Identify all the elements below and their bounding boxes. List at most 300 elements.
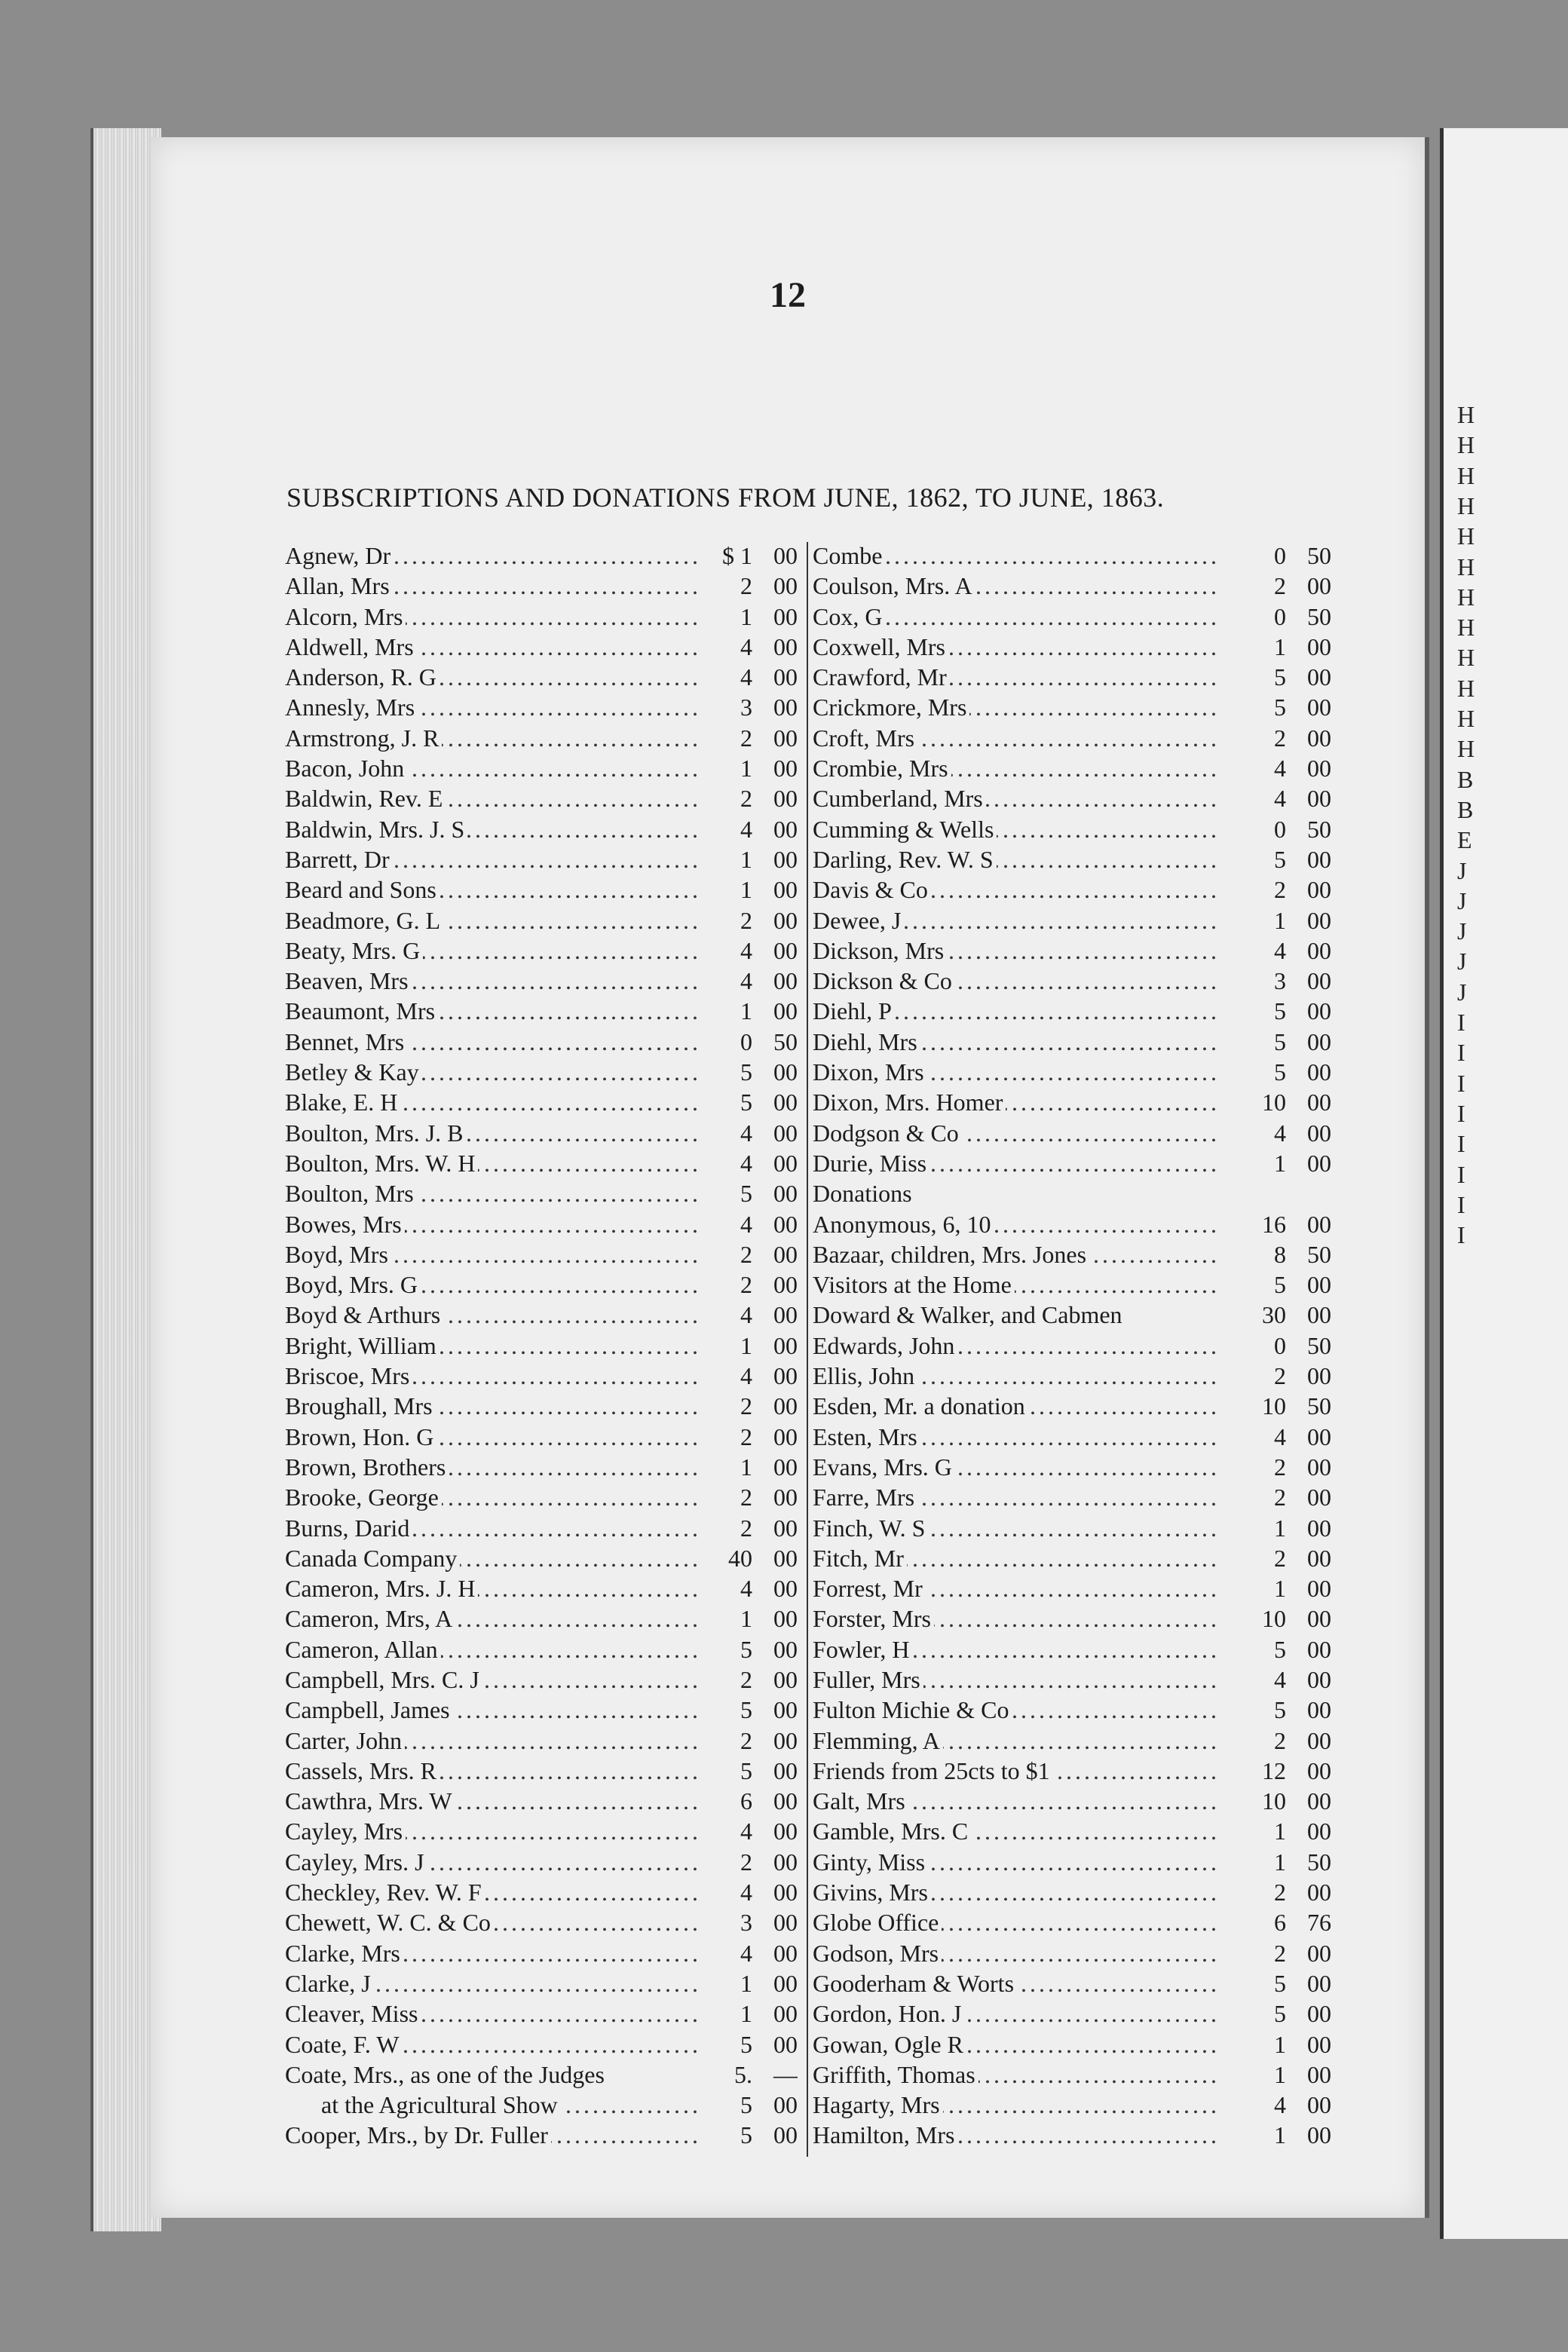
subscriber-name: Alcorn, Mrs ..... <box>285 603 700 631</box>
subscriber-name: Cooper, Mrs., by Dr. Fuller ..... <box>285 2121 700 2149</box>
subscription-entry <box>285 1727 798 1757</box>
subscriber-name: Aldwell, Mrs ..... <box>285 633 700 661</box>
amount-dollars: 2 <box>1274 1939 1286 1967</box>
amount-cents: 00 <box>773 1514 798 1542</box>
amount-dollars: 1 <box>1274 906 1286 934</box>
subscription-entry <box>813 816 1331 846</box>
amount-cents: 00 <box>1307 755 1331 782</box>
amount-dollars: 0 <box>1274 542 1286 569</box>
subscriber-name: Friends from 25cts to $1 ..... <box>813 1757 1221 1785</box>
subscriber-name: Doward & Walker, and Cabmen <box>813 1301 1221 1329</box>
subscription-entry <box>813 785 1331 815</box>
subscription-entry <box>813 633 1331 663</box>
subscription-entry <box>285 967 798 997</box>
amount-cents: 00 <box>1307 572 1331 600</box>
adjacent-page-letter: H <box>1457 583 1475 611</box>
subscriber-name: Esten, Mrs ..... <box>813 1423 1221 1451</box>
amount-dollars: 5 <box>740 2121 752 2149</box>
subscription-entry <box>813 846 1331 876</box>
amount-cents: 00 <box>1307 785 1331 813</box>
subscription-entry <box>285 1636 798 1666</box>
amount-cents: 00 <box>1307 1301 1331 1329</box>
subscriber-name: Boyd, Mrs. G ..... <box>285 1271 700 1299</box>
subscriber-name: Flemming, A ..... <box>813 1727 1221 1755</box>
subscription-entry <box>285 1241 798 1271</box>
amount-cents: 50 <box>1307 542 1331 569</box>
amount-dollars: 4 <box>740 1879 752 1906</box>
amount-dollars: 1 <box>740 1331 752 1359</box>
subscriber-name: Diehl, P ..... <box>813 997 1221 1025</box>
adjacent-page-letter: I <box>1457 1221 1465 1249</box>
amount-dollars: 10 <box>1262 1392 1286 1420</box>
amount-dollars: 5 <box>740 1635 752 1663</box>
amount-cents: 00 <box>1307 724 1331 752</box>
adjacent-page-letter: H <box>1457 674 1475 702</box>
amount-dollars: 1 <box>740 2000 752 2028</box>
subscription-entry <box>813 1392 1331 1423</box>
subscriber-name: Brown, Hon. G ..... <box>285 1423 700 1451</box>
amount-cents: 00 <box>1307 1423 1331 1450</box>
amount-dollars: 1 <box>1274 1149 1286 1177</box>
amount-cents: 00 <box>1307 1362 1331 1390</box>
subscriber-name: Bazaar, children, Mrs. Jones ..... <box>813 1241 1221 1269</box>
amount-dollars: 5 <box>740 1180 752 1208</box>
subscriber-name: Bacon, John ..... <box>285 755 700 782</box>
amount-cents: 00 <box>773 1058 798 1086</box>
amount-dollars: 2 <box>1274 1726 1286 1754</box>
amount-cents: 00 <box>1307 2060 1331 2088</box>
amount-dollars: 2 <box>740 1240 752 1268</box>
subscriber-name: Croft, Mrs ..... <box>813 724 1221 752</box>
amount-cents: 00 <box>1307 1756 1331 1784</box>
subscription-entry <box>285 937 798 967</box>
amount-cents: 00 <box>1307 1514 1331 1542</box>
subscription-entry <box>813 1696 1331 1726</box>
amount-dollars: 30 <box>1262 1301 1286 1329</box>
amount-cents: 00 <box>773 815 798 843</box>
subscriber-name: Donations <box>813 1180 1221 1208</box>
amount-dollars: 4 <box>1274 1119 1286 1147</box>
amount-cents: 00 <box>1307 845 1331 873</box>
subscriber-name: Cameron, Mrs, A ..... <box>285 1605 700 1633</box>
subscription-entry <box>813 1757 1331 1787</box>
subscription-entry <box>813 572 1331 602</box>
amount-dollars: 2 <box>1274 724 1286 752</box>
left-subscription-column <box>285 542 798 2152</box>
amount-dollars: 2 <box>740 1848 752 1876</box>
subscriber-name: Beaty, Mrs. G ..... <box>285 937 700 965</box>
amount-cents: 00 <box>773 1818 798 1845</box>
subscription-entry <box>813 1879 1331 1909</box>
amount-dollars: 2 <box>1274 1544 1286 1572</box>
amount-dollars: 0 <box>740 1027 752 1055</box>
amount-dollars: 2 <box>1274 1362 1286 1390</box>
subscription-entry <box>813 1058 1331 1089</box>
adjacent-page-letter: H <box>1457 644 1475 672</box>
amount-cents: 00 <box>1307 1210 1331 1238</box>
amount-dollars: 2 <box>740 1423 752 1450</box>
subscription-entry <box>285 1150 798 1180</box>
amount-cents: 00 <box>773 1149 798 1177</box>
subscription-entry <box>813 1909 1331 1939</box>
subscriber-name: Clarke, J ..... <box>285 1970 700 1998</box>
subscription-entry <box>285 1058 798 1089</box>
subscription-entry <box>285 755 798 785</box>
amount-dollars: 4 <box>740 663 752 691</box>
amount-dollars: 12 <box>1262 1756 1286 1784</box>
amount-dollars: 5 <box>740 1058 752 1086</box>
adjacent-page-fragment <box>1440 128 1568 2239</box>
amount-dollars: 1 <box>1274 632 1286 660</box>
subscriber-name: Anderson, R. G ..... <box>285 663 700 691</box>
amount-cents: 00 <box>773 2091 798 2119</box>
subscriber-name: Blake, E. H ..... <box>285 1089 700 1116</box>
subscription-entry <box>813 1089 1331 1119</box>
amount-dollars: 2 <box>740 1726 752 1754</box>
amount-cents: 50 <box>1307 602 1331 630</box>
adjacent-page-letter: B <box>1457 765 1474 793</box>
amount-dollars: 4 <box>740 1939 752 1967</box>
adjacent-page-letter: I <box>1457 1009 1465 1036</box>
amount-cents: 00 <box>773 755 798 782</box>
subscription-entry <box>285 1879 798 1909</box>
subscription-entry <box>285 542 798 572</box>
amount-cents: 00 <box>773 632 798 660</box>
subscription-entry <box>285 1605 798 1635</box>
amount-dollars: 5 <box>1274 694 1286 721</box>
amount-cents: 00 <box>1307 1119 1331 1147</box>
subscription-entry <box>285 1575 798 1605</box>
amount-cents: 00 <box>773 876 798 904</box>
subscription-entry <box>285 2091 798 2121</box>
amount-cents: 50 <box>1307 1240 1331 1268</box>
amount-dollars: 1 <box>740 997 752 1025</box>
amount-dollars: 10 <box>1262 1787 1286 1815</box>
amount-dollars: 4 <box>1274 1665 1286 1693</box>
amount-dollars: 4 <box>1274 2091 1286 2119</box>
subscriber-name: Chewett, W. C. & Co ..... <box>285 1909 700 1937</box>
amount-dollars: 4 <box>740 1119 752 1147</box>
subscription-entry <box>813 663 1331 694</box>
amount-cents: 00 <box>1307 632 1331 660</box>
amount-cents: 00 <box>773 967 798 995</box>
amount-dollars: 5 <box>1274 1027 1286 1055</box>
subscription-entry <box>813 1727 1331 1757</box>
subscription-entry <box>813 1970 1331 2000</box>
amount-cents: 00 <box>1307 2091 1331 2119</box>
amount-cents: — <box>773 2060 798 2088</box>
amount-cents: 00 <box>1307 1089 1331 1116</box>
adjacent-page-letter: H <box>1457 461 1475 489</box>
subscriber-name: Campbell, James ..... <box>285 1696 700 1724</box>
adjacent-page-letter: H <box>1457 705 1475 732</box>
amount-dollars: 4 <box>1274 755 1286 782</box>
amount-cents: 00 <box>1307 1726 1331 1754</box>
amount-dollars: 2 <box>740 785 752 813</box>
subscription-entry <box>285 1666 798 1696</box>
subscription-entry <box>285 785 798 815</box>
adjacent-page-letter: J <box>1457 978 1467 1006</box>
subscriber-name: Boulton, Mrs. J. B ..... <box>285 1119 700 1147</box>
amount-dollars: 3 <box>1274 967 1286 995</box>
amount-dollars: 2 <box>740 1514 752 1542</box>
amount-dollars: 3 <box>740 1909 752 1937</box>
subscription-entry <box>813 1423 1331 1453</box>
amount-cents: 00 <box>1307 1787 1331 1815</box>
subscriber-name: Griffith, Thomas ..... <box>813 2061 1221 2089</box>
subscription-entry <box>285 633 798 663</box>
amount-dollars: 6 <box>740 1787 752 1815</box>
amount-cents: 00 <box>773 1301 798 1329</box>
amount-cents: 00 <box>1307 2030 1331 2058</box>
subscription-entry <box>813 876 1331 906</box>
subscriber-name: Coxwell, Mrs ..... <box>813 633 1221 661</box>
amount-cents: 00 <box>1307 1605 1331 1633</box>
amount-cents: 00 <box>773 936 798 964</box>
amount-cents: 00 <box>1307 1544 1331 1572</box>
subscription-entry <box>285 907 798 937</box>
subscription-entry <box>813 1940 1331 1970</box>
subscriber-name: Dickson, Mrs ..... <box>813 937 1221 965</box>
subscription-entry <box>813 1575 1331 1605</box>
subscriber-name: Bowes, Mrs ..... <box>285 1211 700 1239</box>
subscription-entry <box>813 1636 1331 1666</box>
subscription-entry <box>285 1332 798 1362</box>
amount-cents: 00 <box>773 845 798 873</box>
subscriber-name: Dodgson & Co ..... <box>813 1119 1221 1147</box>
subscriber-name: Campbell, Mrs. C. J ..... <box>285 1666 700 1694</box>
amount-dollars: 1 <box>740 1453 752 1481</box>
subscriber-name: Fowler, H ..... <box>813 1636 1221 1664</box>
amount-cents: 00 <box>1307 1271 1331 1299</box>
amount-dollars: 4 <box>740 815 752 843</box>
adjacent-page-letter: J <box>1457 856 1467 884</box>
amount-dollars: 2 <box>740 1665 752 1693</box>
amount-cents: 00 <box>1307 694 1331 721</box>
subscription-entry <box>813 1848 1331 1879</box>
subscriber-name: Fuller, Mrs ..... <box>813 1666 1221 1694</box>
subscriber-name: Boulton, Mrs. W. H ..... <box>285 1150 700 1178</box>
amount-cents: 50 <box>1307 1392 1331 1420</box>
subscription-entry <box>285 572 798 602</box>
subscriber-name: Hagarty, Mrs ..... <box>813 2091 1221 2119</box>
amount-cents: 00 <box>1307 1969 1331 1997</box>
subscription-entry <box>285 1848 798 1879</box>
subscription-entry <box>285 846 798 876</box>
subscription-entry <box>285 694 798 724</box>
amount-cents: 00 <box>773 997 798 1025</box>
subscriber-name: Carter, John ..... <box>285 1727 700 1755</box>
subscription-entry <box>285 1545 798 1575</box>
amount-dollars: 4 <box>1274 936 1286 964</box>
subscription-entry <box>813 1180 1331 1210</box>
amount-dollars: 5 <box>1274 997 1286 1025</box>
amount-dollars: 1 <box>740 845 752 873</box>
adjacent-page-letter: H <box>1457 522 1475 550</box>
amount-cents: 00 <box>773 1635 798 1663</box>
adjacent-page-letter: H <box>1457 492 1475 519</box>
amount-cents: 00 <box>773 1939 798 1967</box>
subscriber-name: Broughall, Mrs ..... <box>285 1392 700 1420</box>
subscription-entry <box>285 1119 798 1150</box>
subscriber-name: Diehl, Mrs ..... <box>813 1028 1221 1056</box>
amount-cents: 00 <box>773 1453 798 1481</box>
amount-dollars: 4 <box>1274 785 1286 813</box>
amount-dollars: 5 <box>1274 845 1286 873</box>
amount-dollars: 4 <box>740 1149 752 1177</box>
subscriber-name: Ginty, Miss ..... <box>813 1848 1221 1876</box>
subscription-entry <box>813 967 1331 997</box>
amount-dollars: 6 <box>1274 1909 1286 1937</box>
subscription-entry <box>813 2061 1331 2091</box>
subscription-entry <box>813 1028 1331 1058</box>
subscription-entry <box>813 1211 1331 1241</box>
adjacent-page-letter: B <box>1457 795 1474 823</box>
subscription-entry <box>285 1301 798 1331</box>
amount-dollars: 5 <box>1274 1635 1286 1663</box>
amount-dollars: 4 <box>740 632 752 660</box>
subscriber-name: Agnew, Dr ..... <box>285 542 700 570</box>
subscription-entry <box>285 2061 798 2091</box>
subscription-entry <box>813 1301 1331 1331</box>
subscription-entry <box>285 876 798 906</box>
amount-cents: 00 <box>773 1969 798 1997</box>
adjacent-page-letter: H <box>1457 401 1475 428</box>
amount-dollars: 5 <box>740 2091 752 2119</box>
adjacent-page-letter: I <box>1457 1069 1465 1097</box>
amount-cents: 00 <box>773 785 798 813</box>
amount-dollars: 2 <box>1274 1484 1286 1511</box>
subscriber-name: Forrest, Mr ..... <box>813 1575 1221 1603</box>
subscription-entry <box>813 937 1331 967</box>
subscriber-name: Canada Company ..... <box>285 1545 700 1573</box>
subscription-entry <box>285 1362 798 1392</box>
adjacent-page-letter: I <box>1457 1099 1465 1127</box>
subscription-entry <box>285 1392 798 1423</box>
adjacent-page-letter: I <box>1457 1190 1465 1218</box>
amount-dollars: 5 <box>740 1089 752 1116</box>
subscriber-name: Cameron, Mrs. J. H ..... <box>285 1575 700 1603</box>
subscriber-name: Boyd & Arthurs ..... <box>285 1301 700 1329</box>
subscriber-name: Crickmore, Mrs ..... <box>813 694 1221 721</box>
subscriber-name: Darling, Rev. W. S ..... <box>813 846 1221 874</box>
adjacent-page-letter: E <box>1457 826 1472 854</box>
amount-cents: 00 <box>773 1271 798 1299</box>
amount-dollars: 1 <box>1274 2121 1286 2149</box>
amount-dollars: 2 <box>740 724 752 752</box>
subscription-entry <box>285 724 798 755</box>
subscription-entry <box>813 1241 1331 1271</box>
subscription-entry <box>813 1545 1331 1575</box>
amount-cents: 00 <box>773 602 798 630</box>
amount-dollars: 4 <box>740 936 752 964</box>
subscriber-name: Coulson, Mrs. A ..... <box>813 572 1221 600</box>
subscriber-name: Galt, Mrs ..... <box>813 1787 1221 1815</box>
subscriber-name: Crombie, Mrs ..... <box>813 755 1221 782</box>
subscriber-name: Cox, G ..... <box>813 603 1221 631</box>
subscriber-name: Visitors at the Home ..... <box>813 1271 1221 1299</box>
amount-cents: 00 <box>1307 967 1331 995</box>
amount-dollars: 5 <box>1274 1058 1286 1086</box>
amount-cents: 00 <box>773 2121 798 2149</box>
amount-cents: 50 <box>773 1027 798 1055</box>
amount-dollars: 1 <box>1274 1514 1286 1542</box>
subscription-entry <box>813 1362 1331 1392</box>
subscriber-name: Globe Office ..... <box>813 1909 1221 1937</box>
subscription-entry <box>813 907 1331 937</box>
subscription-entry <box>813 1514 1331 1545</box>
amount-cents: 00 <box>1307 2121 1331 2149</box>
amount-cents: 00 <box>773 663 798 691</box>
subscriber-name: Fitch, Mr ..... <box>813 1545 1221 1573</box>
amount-dollars: 1 <box>1274 1575 1286 1603</box>
amount-cents: 00 <box>1307 1484 1331 1511</box>
subscription-entry <box>285 1818 798 1848</box>
amount-dollars: 1 <box>1274 2030 1286 2058</box>
subscription-entry <box>285 1484 798 1514</box>
subscription-entry <box>285 1757 798 1787</box>
subscription-entry <box>813 1787 1331 1818</box>
subscriber-name: Durie, Miss ..... <box>813 1150 1221 1178</box>
subscriber-name: Combe ..... <box>813 542 1221 570</box>
amount-cents: 00 <box>773 1575 798 1603</box>
amount-dollars: 2 <box>1274 1879 1286 1906</box>
subscription-entry <box>813 2091 1331 2121</box>
amount-dollars: 4 <box>740 1818 752 1845</box>
amount-dollars: 5 <box>1274 1271 1286 1299</box>
amount-dollars: 8 <box>1274 1240 1286 1268</box>
amount-dollars: 2 <box>740 1392 752 1420</box>
subscriber-name: Clarke, Mrs ..... <box>285 1940 700 1968</box>
subscriber-name: Bright, William ..... <box>285 1332 700 1360</box>
subscription-entry <box>285 1453 798 1484</box>
amount-cents: 00 <box>773 2000 798 2028</box>
subscription-entry <box>813 1666 1331 1696</box>
amount-dollars: 2 <box>1274 876 1286 904</box>
amount-dollars: 0 <box>1274 602 1286 630</box>
amount-cents: 00 <box>773 1180 798 1208</box>
subscription-entry <box>813 694 1331 724</box>
subscriber-name: Fulton Michie & Co ..... <box>813 1696 1221 1724</box>
amount-dollars: 2 <box>740 1271 752 1299</box>
amount-cents: 76 <box>1307 1909 1331 1937</box>
subscription-entry <box>813 1332 1331 1362</box>
amount-cents: 00 <box>1307 1939 1331 1967</box>
amount-dollars: 2 <box>1274 572 1286 600</box>
subscription-entry <box>285 1696 798 1726</box>
adjacent-page-letter: H <box>1457 735 1475 763</box>
subscriber-name: Brooke, George ..... <box>285 1484 700 1511</box>
amount-dollars: 5 <box>740 2030 752 2058</box>
right-subscription-column <box>807 542 1331 2157</box>
subscriber-name: Davis & Co ..... <box>813 876 1221 904</box>
page-number: 12 <box>770 275 806 315</box>
subscription-entry <box>285 663 798 694</box>
amount-dollars: 5 <box>740 1696 752 1724</box>
subscriber-name: Coate, Mrs., as one of the Judges <box>285 2061 700 2089</box>
subscriber-name: Dickson & Co ..... <box>813 967 1221 995</box>
subscription-entry <box>285 997 798 1027</box>
subscriber-name: Hamilton, Mrs ..... <box>813 2121 1221 2149</box>
subscription-entry <box>285 1089 798 1119</box>
amount-cents: 00 <box>773 1665 798 1693</box>
subscription-entry <box>813 2121 1331 2151</box>
subscription-entry <box>813 724 1331 755</box>
subscriber-name: Baldwin, Mrs. J. S ..... <box>285 816 700 844</box>
subscriber-name: Cumming & Wells ..... <box>813 816 1221 844</box>
amount-cents: 00 <box>1307 1149 1331 1177</box>
amount-cents: 00 <box>773 1484 798 1511</box>
